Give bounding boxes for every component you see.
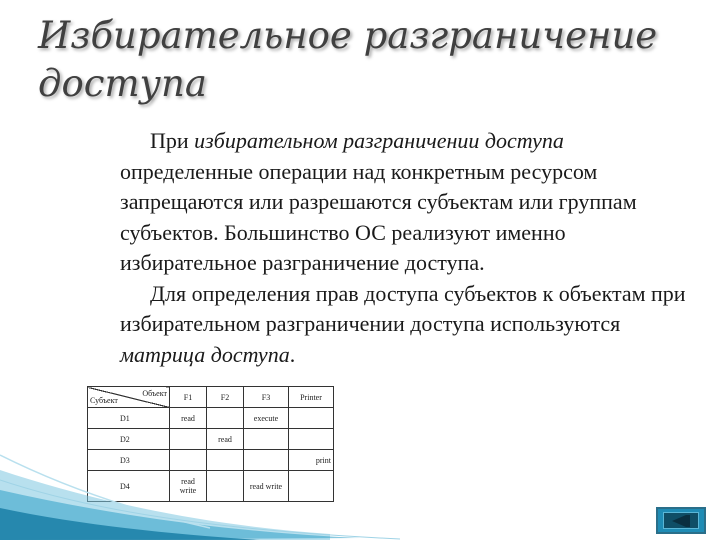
- back-button[interactable]: [656, 507, 706, 534]
- p2-term: матрица доступа: [120, 341, 290, 367]
- column-header: F1: [170, 387, 207, 408]
- subject-header: Субъект: [90, 396, 118, 405]
- back-arrow-icon: [670, 515, 692, 527]
- p2-lead: Для определения прав доступа субъектов к объектам при избирательном разграничении доступа используются: [120, 280, 686, 336]
- slide-body: [120, 126, 695, 370]
- object-header: Объект: [142, 389, 167, 398]
- matrix-cell: read: [170, 408, 207, 429]
- decorative-waves: [0, 430, 720, 540]
- matrix-corner-cell: [88, 387, 170, 408]
- matrix-cell: read: [207, 429, 244, 450]
- column-header: F2: [207, 387, 244, 408]
- slide-title: Избирательное разграничение доступа: [38, 14, 658, 105]
- p1-term: избирательном разграничении доступа: [194, 128, 564, 153]
- matrix-cell: [289, 408, 334, 429]
- column-header: F3: [244, 387, 289, 408]
- matrix-header-row: [88, 387, 334, 408]
- matrix-cell: read write: [244, 471, 289, 502]
- row-subject: D1: [88, 408, 170, 429]
- paragraph-2: [120, 279, 695, 371]
- matrix-cell: print: [289, 450, 334, 471]
- back-button-face: [663, 512, 699, 529]
- p1-rest: определенные операции над конкретным ресурсом запрещаются или разрешаются субъектам или группам субъектов. Большинство ОС реализуют именно избирательное разграничение доступа.: [120, 158, 637, 275]
- column-header: Printer: [289, 387, 334, 408]
- matrix-cell: read write: [170, 471, 207, 502]
- row-subject: D4: [88, 471, 170, 502]
- p1-lead: При: [150, 128, 195, 153]
- row-subject: D2: [88, 429, 170, 450]
- matrix-row: [88, 408, 334, 429]
- row-subject: D3: [88, 450, 170, 471]
- matrix-cell: [207, 408, 244, 429]
- matrix-cell: execute: [244, 408, 289, 429]
- p2-tail: .: [289, 341, 296, 367]
- paragraph-1: [120, 126, 695, 279]
